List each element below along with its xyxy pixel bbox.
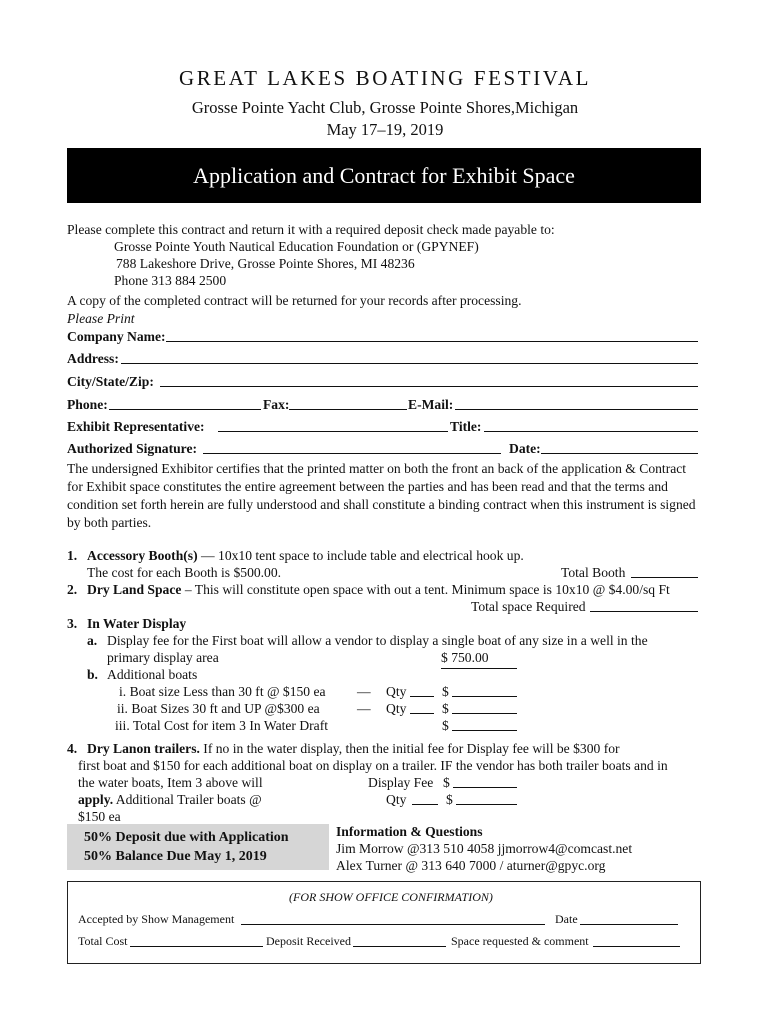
- qty-ii-field[interactable]: [410, 713, 434, 714]
- company-label: Company Name:: [67, 329, 166, 344]
- dollar-i: $: [442, 684, 449, 699]
- item-1-cost: The cost for each Booth is $500.00.: [87, 565, 282, 580]
- form-banner: [67, 148, 701, 203]
- info-heading: Information & Questions: [336, 824, 483, 839]
- item-4-line: [87, 740, 620, 757]
- total-space-label: Total space Required: [471, 599, 586, 614]
- city-field[interactable]: [160, 386, 698, 387]
- item-4-number: 4.: [67, 741, 78, 756]
- banner-title: Application and Contract for Exhibit Space: [193, 162, 575, 188]
- item-3-title: In Water Display: [87, 616, 187, 631]
- dollar-ii: $: [442, 701, 449, 716]
- fax-label: Fax:: [263, 397, 290, 412]
- deposit-box: [67, 824, 329, 870]
- item-4-line4: [78, 791, 262, 808]
- qty-i-field[interactable]: [410, 696, 434, 697]
- payee-line: Grosse Pointe Youth Nautical Education Foundation or (GPYNEF): [114, 239, 479, 254]
- item-3b-iii: iii. Total Cost for item 3 In Water Draft: [115, 718, 329, 733]
- date-field[interactable]: [541, 453, 698, 454]
- item-4-line5: $150 ea: [78, 809, 121, 824]
- email-label: E-Mail:: [408, 397, 454, 412]
- space-requested-field[interactable]: [593, 946, 680, 947]
- item-4-line2: first boat and $150 for each additional boat on display on a trailer. IF the vendor has both trailer boats and in: [78, 758, 668, 773]
- display-fee-field[interactable]: [453, 787, 517, 788]
- company-field[interactable]: [166, 341, 698, 342]
- office-heading: (FOR SHOW OFFICE CONFIRMATION): [289, 890, 493, 904]
- address-field[interactable]: [121, 363, 698, 364]
- office-date-label: Date: [555, 912, 578, 926]
- fax-field[interactable]: [289, 409, 407, 410]
- contact-2: Alex Turner @ 313 640 7000 / aturner@gpyc.org: [336, 858, 606, 873]
- item-3b-label: b.: [87, 667, 98, 682]
- item-1-line: [87, 547, 524, 564]
- item-3b-text: Additional boats: [107, 667, 198, 682]
- item-4-additional: Additional Trailer boats @: [113, 792, 262, 807]
- total-cost-field[interactable]: [130, 946, 263, 947]
- item-4-title: Dry Lanon trailers.: [87, 741, 200, 756]
- copy-note: A copy of the completed contract will be returned for your records after processing.: [67, 293, 522, 308]
- total-booth-label: Total Booth: [561, 565, 626, 580]
- display-fee-dollar: $: [443, 775, 450, 790]
- amount-i-field[interactable]: [452, 696, 517, 697]
- item-2-text: – This will constitute open space with out a tent. Minimum space is 10x10 @ $4.00/sq Ft: [181, 582, 670, 597]
- qty2-dollar: $: [446, 792, 453, 807]
- venue-line: Grosse Pointe Yacht Club, Grosse Pointe Shores,Michigan: [191, 98, 579, 117]
- item-2-line: [87, 581, 670, 598]
- qty-ii-label: Qty: [386, 701, 407, 716]
- office-date-field[interactable]: [580, 924, 678, 925]
- qty2-amount-field[interactable]: [456, 804, 517, 805]
- deposit-line-1: 50% Deposit due with Application: [84, 830, 289, 845]
- item-4-line3: the water boats, Item 3 above will: [78, 775, 263, 790]
- dash-i: —: [357, 684, 371, 699]
- item-2-number: 2.: [67, 582, 78, 597]
- event-dates: May 17–19, 2019: [326, 120, 444, 139]
- certification-text: The undersigned Exhibitor certifies that the printed matter on both the front an back of the application & Contract for Exhibit space constitutes the entire agreement between the parties and has been read and that the terms and condition set forth herein are fully understood and shall constitute a binding contract when this instrument is signed by both parties.: [67, 461, 696, 530]
- city-label: City/State/Zip:: [67, 374, 154, 389]
- qty2-field[interactable]: [412, 804, 438, 805]
- item-1-number: 1.: [67, 548, 78, 563]
- item-3a-label: a.: [87, 633, 98, 648]
- payee-address: 788 Lakeshore Drive, Grosse Pointe Shores, MI 48236: [116, 256, 415, 271]
- item-4-apply: apply.: [78, 792, 114, 807]
- rep-field[interactable]: [218, 431, 448, 432]
- item-3a-price: $ 750.00: [441, 650, 489, 665]
- email-field[interactable]: [455, 409, 698, 410]
- phone-field[interactable]: [109, 409, 261, 410]
- payee-phone: Phone 313 884 2500: [114, 273, 227, 288]
- rep-label: Exhibit Representative:: [67, 419, 205, 434]
- dollar-iii: $: [442, 718, 449, 733]
- amount-ii-field[interactable]: [452, 713, 517, 714]
- space-requested-label: Space requested & comment: [451, 934, 589, 948]
- signature-label: Authorized Signature:: [67, 441, 198, 456]
- accepted-field[interactable]: [241, 924, 545, 925]
- contact-1: Jim Morrow @313 510 4058 jjmorrow4@comcast.net: [336, 841, 633, 856]
- display-fee-label: Display Fee: [368, 775, 434, 790]
- qty2-label: Qty: [386, 792, 407, 807]
- item-3a-price-line: [441, 668, 517, 669]
- festival-title: GREAT LAKES BOATING FESTIVAL: [178, 66, 592, 90]
- please-print: Please Print: [67, 311, 135, 326]
- date-label: Date:: [509, 441, 541, 456]
- title-label: Title:: [450, 419, 482, 434]
- amount-iii-field[interactable]: [452, 730, 517, 731]
- item-4-text: If no in the water display, then the initial fee for Display fee will be $300 for: [199, 741, 620, 756]
- phone-label: Phone:: [67, 397, 108, 412]
- item-3-number: 3.: [67, 616, 78, 631]
- item-3a-text: Display fee for the First boat will allow a vendor to display a single boat of any size in a well in the: [107, 633, 648, 648]
- item-1-text: — 10x10 tent space to include table and electrical hook up.: [197, 548, 524, 563]
- intro-line: Please complete this contract and return it with a required deposit check made payable to:: [67, 222, 555, 237]
- dash-ii: —: [357, 701, 371, 716]
- deposit-received-label: Deposit Received: [266, 934, 351, 948]
- accepted-label: Accepted by Show Management: [78, 912, 235, 926]
- item-3a-text2: primary display area: [107, 650, 219, 665]
- item-3b-i: i. Boat size Less than 30 ft @ $150 ea: [119, 684, 326, 699]
- signature-field[interactable]: [203, 453, 501, 454]
- deposit-received-field[interactable]: [353, 946, 446, 947]
- qty-i-label: Qty: [386, 684, 407, 699]
- item-3b-ii: ii. Boat Sizes 30 ft and UP @$300 ea: [117, 701, 320, 716]
- total-booth-field[interactable]: [631, 577, 698, 578]
- item-1-title: Accessory Booth(s): [87, 548, 198, 563]
- total-space-field[interactable]: [590, 611, 698, 612]
- address-label: Address:: [67, 351, 119, 366]
- total-cost-label: Total Cost: [78, 934, 128, 948]
- deposit-line-2: 50% Balance Due May 1, 2019: [84, 849, 267, 864]
- item-2-title: Dry Land Space: [87, 582, 182, 597]
- title-field[interactable]: [484, 431, 698, 432]
